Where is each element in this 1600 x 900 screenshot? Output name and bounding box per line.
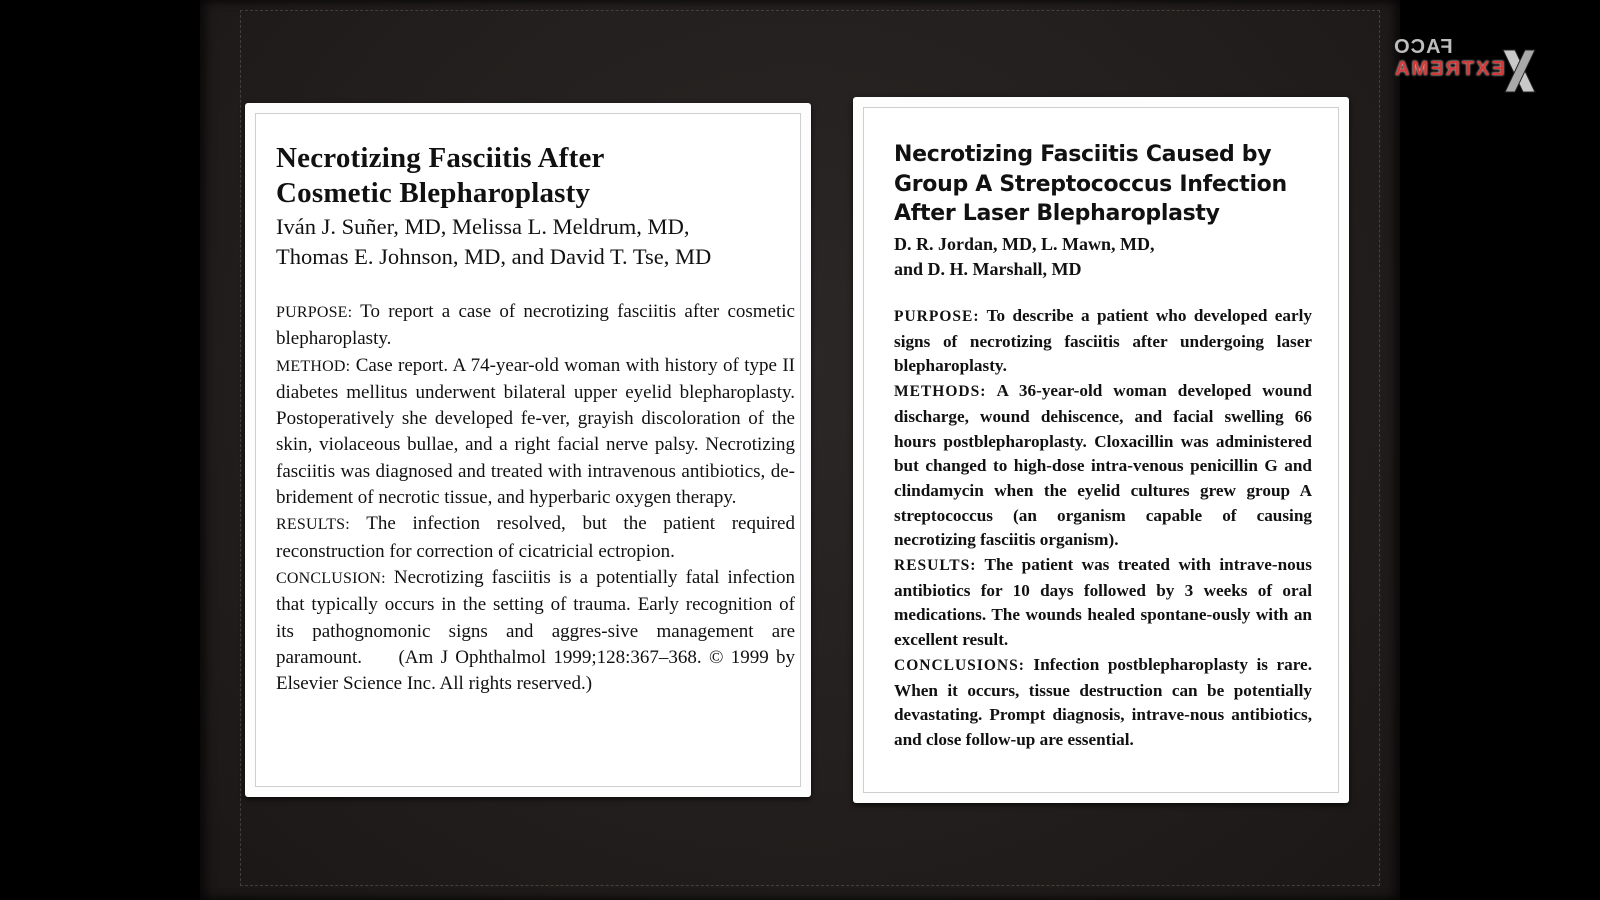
right-title-line-2: Group A Streptococcus Infection — [894, 171, 1287, 197]
left-purpose-paragraph — [276, 299, 795, 353]
right-purpose-paragraph — [894, 304, 1312, 379]
logo-bottom-text: EXTREMA — [1393, 58, 1505, 80]
right-purpose-text: To describe a patient who developed early signs of necrotizing fasciitis after undergoing laser blepharoplasty. — [894, 306, 1312, 376]
right-results-label: RESULTS: — [894, 557, 977, 575]
left-title-line-2: Cosmetic Blepharoplasty — [276, 177, 591, 209]
left-purpose-text: To report a case of necrotizing fasciitis after cosmetic blepharoplasty. — [276, 301, 795, 350]
left-title-line-1: Necrotizing Fasciitis After — [276, 142, 605, 174]
right-article-abstract — [894, 304, 1312, 753]
left-authors-line-2: Thomas E. Johnson, MD, and David T. Tse, MD — [276, 244, 712, 269]
right-authors-line-2: and D. H. Marshall, MD — [894, 259, 1082, 279]
left-purpose-label: PURPOSE: — [276, 304, 353, 321]
right-article-frame — [863, 107, 1339, 793]
left-article-authors — [276, 212, 796, 272]
right-title-line-1: Necrotizing Fasciitis Caused by — [894, 142, 1272, 167]
left-conclusion-text: Necrotizing fasciitis is a potentially fatal infection that typically occurs in the setting of trauma. Early recognition of its pathognomonic signs and aggres-sive management are paramount. (Am J Ophthalmol 1999;128:367–368. © 1999 by Elsevier Science Inc. All rights reserved.) — [276, 566, 800, 695]
right-conclusions-label: CONCLUSIONS: — [894, 656, 1025, 674]
left-results-paragraph — [276, 511, 795, 565]
right-article-authors — [894, 232, 1155, 282]
left-authors-line-1: Iván J. Suñer, MD, Melissa L. Meldrum, MD, — [276, 214, 690, 239]
right-methods-text: A 36-year-old woman developed wound discharge, wound dehiscence, and facial swelling 66 hours postblepharoplasty. Cloxacillin was administered but changed to high-dose intra-venous penicillin G and clindamycin when the eyelid cultures grew group A streptococcus (an organism capable of causing necrotizing fasciitis organism). — [894, 381, 1312, 550]
right-title-line-3: After Laser Blepharoplasty — [894, 201, 1220, 226]
left-article-abstract — [276, 299, 800, 697]
left-method-label: METHOD: — [276, 357, 351, 375]
right-purpose-label: PURPOSE: — [894, 308, 980, 325]
left-conclusion-label: CONCLUSION: — [276, 569, 386, 587]
right-conclusions-paragraph — [894, 653, 1312, 753]
left-results-text: The infection resolved, but the patient required reconstruction for correction of cicatricial ectropion. — [276, 513, 795, 562]
left-method-paragraph — [276, 353, 795, 512]
right-results-paragraph — [894, 553, 1312, 653]
logo-top-text: FACO — [1393, 36, 1453, 58]
right-conclusions-text: Infection postblepharoplasty is rare. When it occurs, tissue destruction can be potentially devastating. Prompt diagnosis, intrave-nous antibiotics, and close follow-up are essential. — [894, 654, 1312, 749]
left-article-card — [245, 103, 811, 797]
right-methods-paragraph — [894, 379, 1312, 553]
left-results-label: RESULTS: — [276, 516, 350, 534]
faco-extrema-logo — [1393, 36, 1563, 96]
right-authors-line-1: D. R. Jordan, MD, L. Mawn, MD, — [894, 234, 1155, 254]
right-article-title — [894, 140, 1287, 229]
left-method-text: Case report. A 74-year-old woman with history of type II diabetes mellitus underwent bilateral upper eyelid blepharoplasty. Postoperatively she developed fe-ver, grayish discoloration of the skin, violaceous bullae, and a right facial nerve palsy. Necrotizing fasciitis was diagnosed and treated with intravenous antibiotics, de-bridement of necrotic tissue, and hyperbaric oxygen therapy. — [276, 354, 795, 509]
right-article-card — [853, 97, 1349, 803]
left-article-frame — [255, 113, 801, 787]
left-article-title — [276, 141, 605, 211]
logo-x-mark-icon — [1499, 46, 1539, 96]
right-results-text: The patient was treated with intrave-nous antibiotics for 10 days followed by 3 weeks of oral medications. The wounds healed spontane-ously with an excellent result. — [894, 555, 1312, 650]
right-methods-label: METHODS: — [894, 383, 987, 401]
left-conclusion-paragraph — [276, 565, 800, 697]
